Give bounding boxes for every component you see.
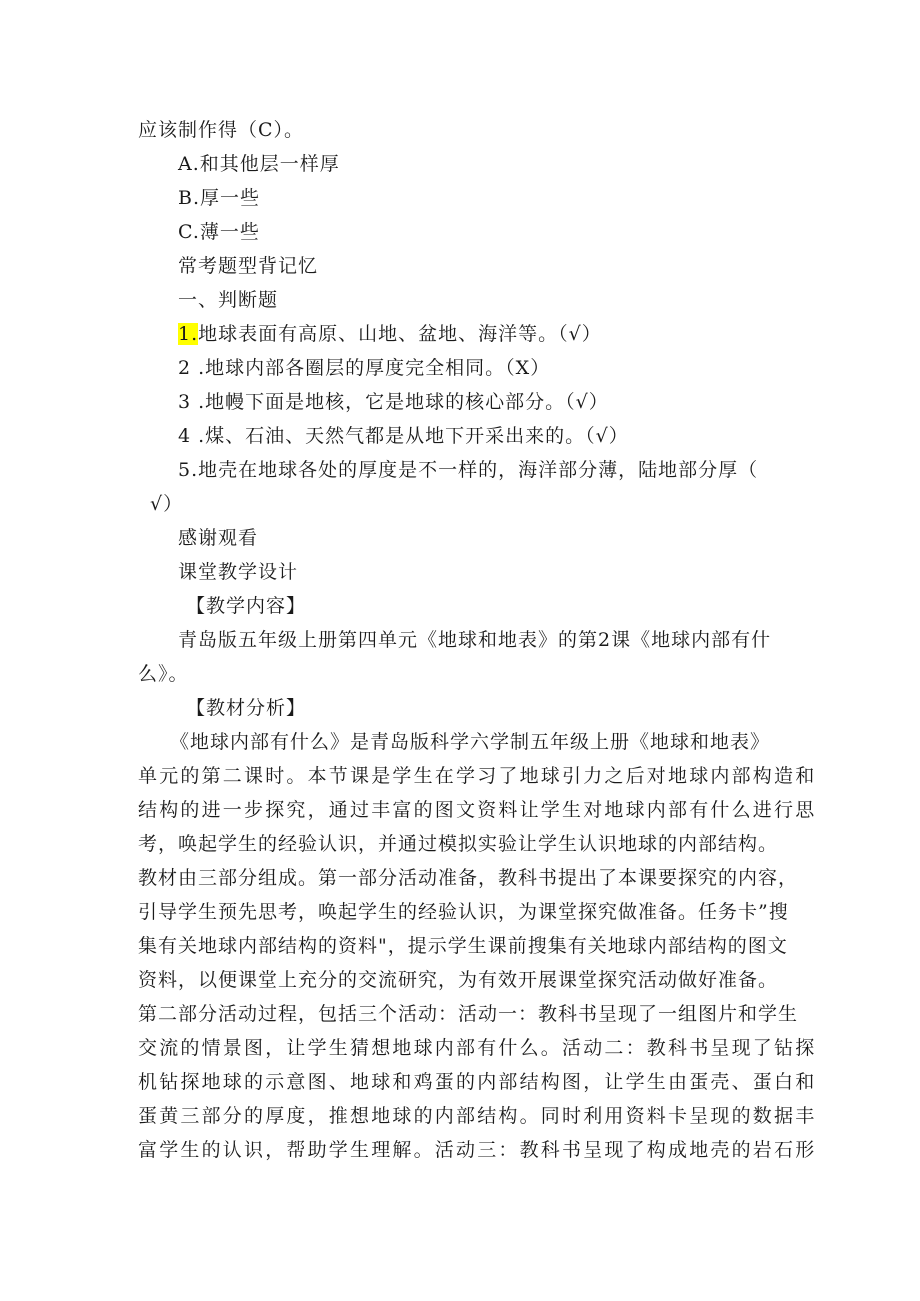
heading-material-analysis: 【教材分析】: [186, 697, 307, 719]
paragraph-line: 《地球内部有什么》是青岛版科学六学制五年级上册《地球和地表》: [170, 731, 771, 753]
paragraph-line: 机钻探地球的示意图、地球和鸡蛋的内部结构图，让学生由蛋壳、蛋白和: [138, 1071, 817, 1093]
paragraph-line: 富学生的认识，帮助学生理解。活动三：教科书呈现了构成地壳的岩石形: [138, 1139, 817, 1161]
thanks-text: 感谢观看: [178, 527, 259, 549]
paragraph-line: 教材由三部分组成。第一部分活动准备，教科书提出了本课要探究的内容，: [138, 867, 799, 889]
paragraph-line: 集有关地球内部结构的资料"，提示学生课前搜集有关地球内部结构的图文: [138, 935, 788, 957]
question-5-cont: √）: [150, 493, 184, 515]
option-a: A.和其他层一样厚: [178, 153, 340, 175]
paragraph-line: 引导学生预先思考，唤起学生的经验认识，为课堂探究做准备。任务卡”搜: [138, 901, 789, 923]
question-2: 2 .地球内部各圈层的厚度完全相同。（X）: [178, 357, 551, 379]
question-1: [178, 322, 602, 346]
paragraph-line: 第二部分活动过程，包括三个活动：活动一：教科书呈现了一组图片和学生: [138, 1003, 799, 1025]
text-line: 应该制作得（C）。: [138, 119, 305, 141]
option-b: B.厚一些: [178, 187, 261, 209]
paragraph-line: 青岛版五年级上册第四单元《地球和地表》的第2课《地球内部有什: [178, 629, 772, 651]
paragraph-line: 资料，以便课堂上充分的交流研究，为有效开展课堂探究活动做好准备。: [138, 969, 779, 991]
question-5: 5.地壳在地球各处的厚度是不一样的，海洋部分薄，陆地部分厚（: [178, 459, 759, 481]
subsection-heading: 一、判断题: [178, 289, 279, 311]
question-4: 4 .煤、石油、天然气都是从地下开采出来的。（√）: [178, 425, 629, 447]
option-c: C.薄一些: [178, 221, 260, 243]
design-title: 课堂教学设计: [178, 561, 299, 583]
section-heading: 常考题型背记忆: [178, 255, 319, 277]
highlighted-number: 1.: [178, 323, 199, 345]
heading-teaching-content: 【教学内容】: [186, 595, 307, 617]
paragraph-line: 蛋黄三部分的厚度，推想地球的内部结构。同时利用资料卡呈现的数据丰: [138, 1105, 817, 1127]
question-1-text: 地球表面有高原、山地、盆地、海洋等。（√）: [198, 323, 602, 345]
question-3: 3 .地幔下面是地核，它是地球的核心部分。（√）: [178, 391, 609, 413]
paragraph-line: 交流的情景图，让学生猜想地球内部有什么。活动二：教科书呈现了钻探: [138, 1037, 817, 1059]
paragraph-line: 结构的进一步探究，通过丰富的图文资料让学生对地球内部有什么进行思: [138, 799, 817, 821]
paragraph-line: 么》。: [138, 663, 189, 685]
paragraph-line: 考，唤起学生的经验认识，并通过模拟实验让学生认识地球的内部结构。: [138, 833, 779, 855]
paragraph-line: 单元的第二课时。本节课是学生在学习了地球引力之后对地球内部构造和: [138, 765, 817, 787]
